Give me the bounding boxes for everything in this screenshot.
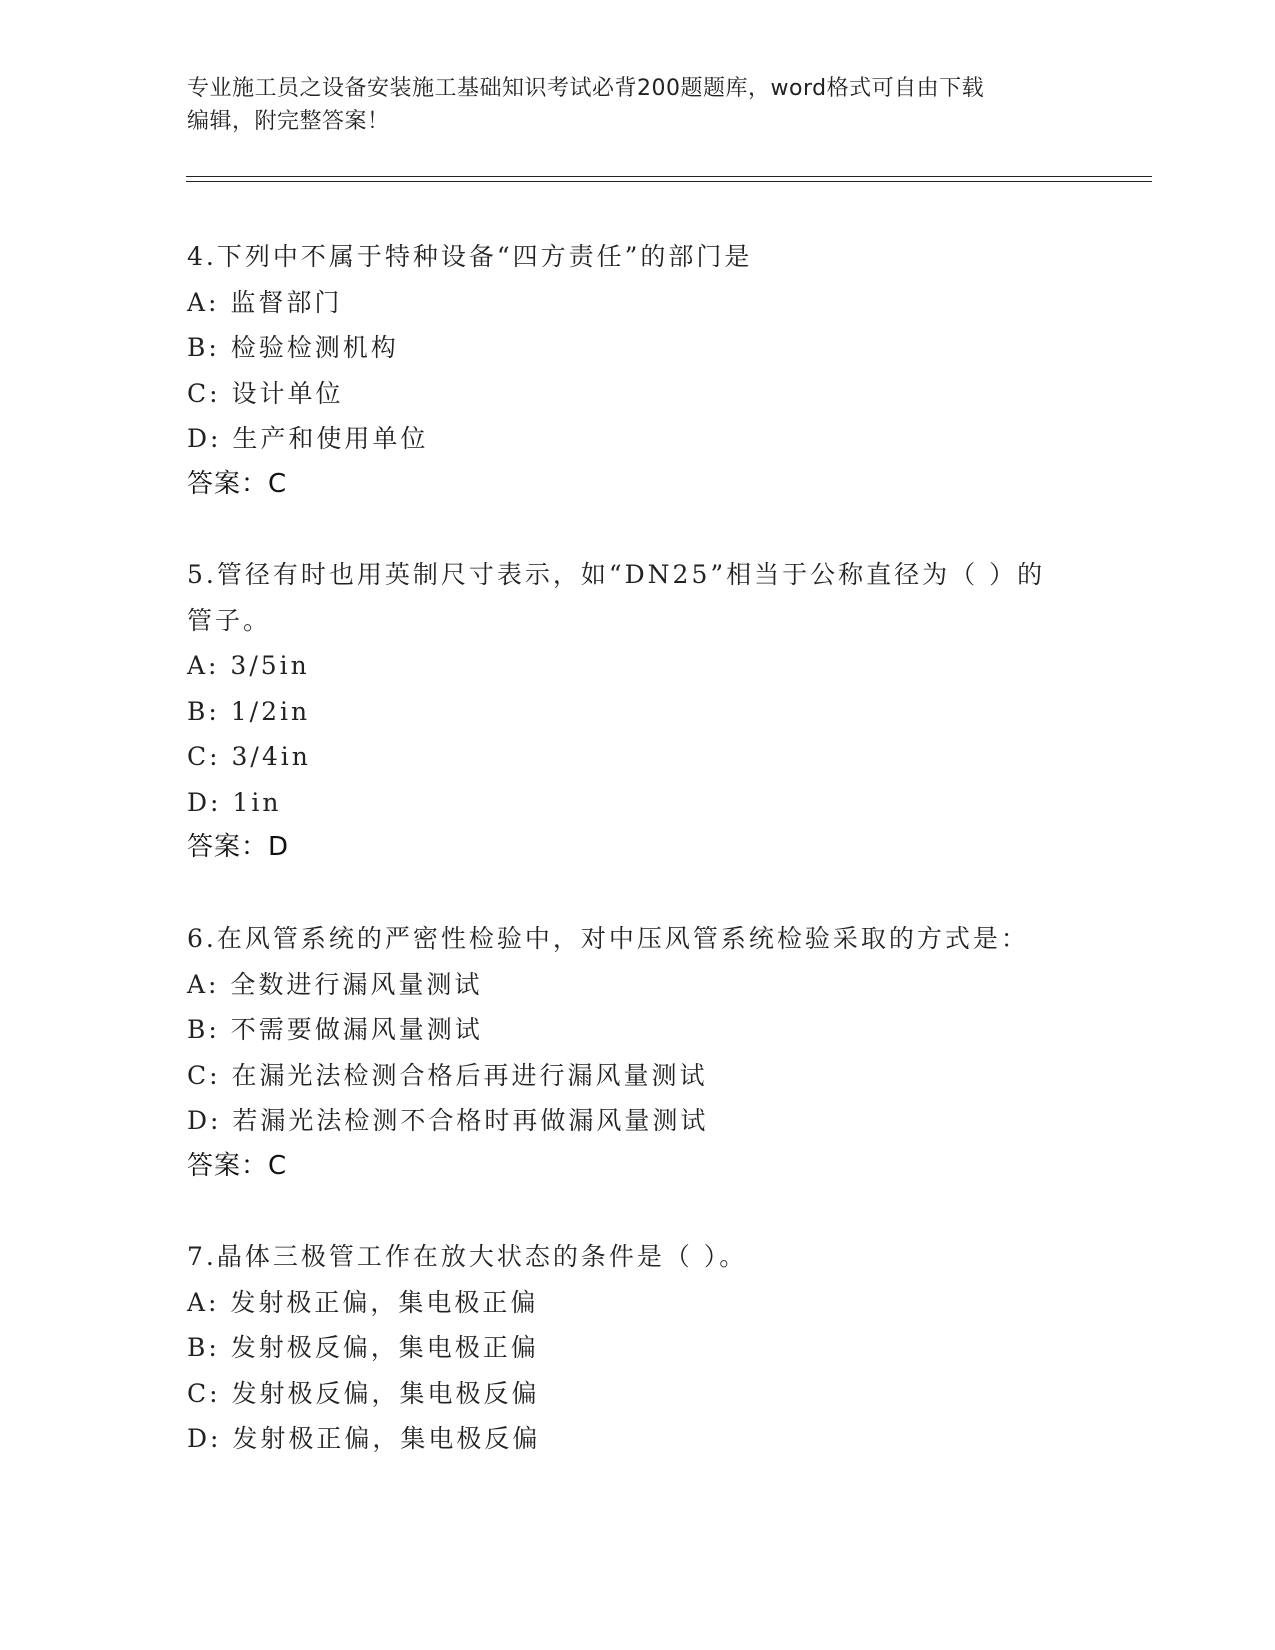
header-title-line-1: 专业施工员之设备安装施工基础知识考试必背200题题库，word格式可自由下载: [187, 76, 985, 101]
option-a: A: 全数进行漏风量测试: [187, 969, 483, 999]
question-stem-line-1: 5.管径有时也用英制尺寸表示，如“DN25”相当于公称直径为（ ）的: [187, 560, 1046, 589]
option-c: C: 3/4in: [187, 742, 311, 771]
answer-line: 答案：C: [187, 468, 288, 499]
option-b: B: 1/2in: [187, 696, 311, 726]
option-b: B: 发射极反偏，集电极正偏: [187, 1333, 539, 1362]
option-c: C: 设计单位: [187, 378, 344, 408]
question-stem: 4.下列中不属于特种设备“四方责任”的部门是: [187, 242, 753, 271]
header-divider-top: [186, 176, 1152, 177]
header-title-line-2: 编辑，附完整答案！: [187, 109, 390, 134]
question-stem-line-2: 管子。: [187, 605, 272, 635]
question-5: [187, 552, 1087, 871]
option-d: D: 生产和使用单位: [187, 424, 429, 453]
option-d: D: 发射极正偏，集电极反偏: [187, 1424, 541, 1453]
option-a: A: 监督部门: [187, 287, 343, 317]
option-d: D: 1in: [187, 787, 282, 817]
answer-line: 答案：C: [187, 1150, 288, 1181]
question-7: [187, 1234, 1087, 1462]
option-c: C: 发射极反偏，集电极反偏: [187, 1378, 540, 1408]
question-stem: 6.在风管系统的严密性检验中，对中压风管系统检验采取的方式是：: [187, 924, 1029, 953]
option-a: A: 3/5in: [187, 651, 310, 680]
question-stem: 7.晶体三极管工作在放大状态的条件是（ ）。: [187, 1242, 748, 1271]
option-a: A: 发射极正偏，集电极正偏: [187, 1287, 539, 1317]
document-header: [187, 72, 1067, 138]
question-6: [187, 916, 1087, 1189]
option-b: B: 不需要做漏风量测试: [187, 1015, 483, 1044]
header-divider-bottom: [186, 181, 1152, 182]
option-c: C: 在漏光法检测合格后再进行漏风量测试: [187, 1060, 708, 1090]
option-d: D: 若漏光法检测不合格时再做漏风量测试: [187, 1106, 709, 1135]
answer-line: 答案：D: [187, 832, 290, 862]
option-b: B: 检验检测机构: [187, 333, 399, 362]
question-4: [187, 234, 1087, 507]
